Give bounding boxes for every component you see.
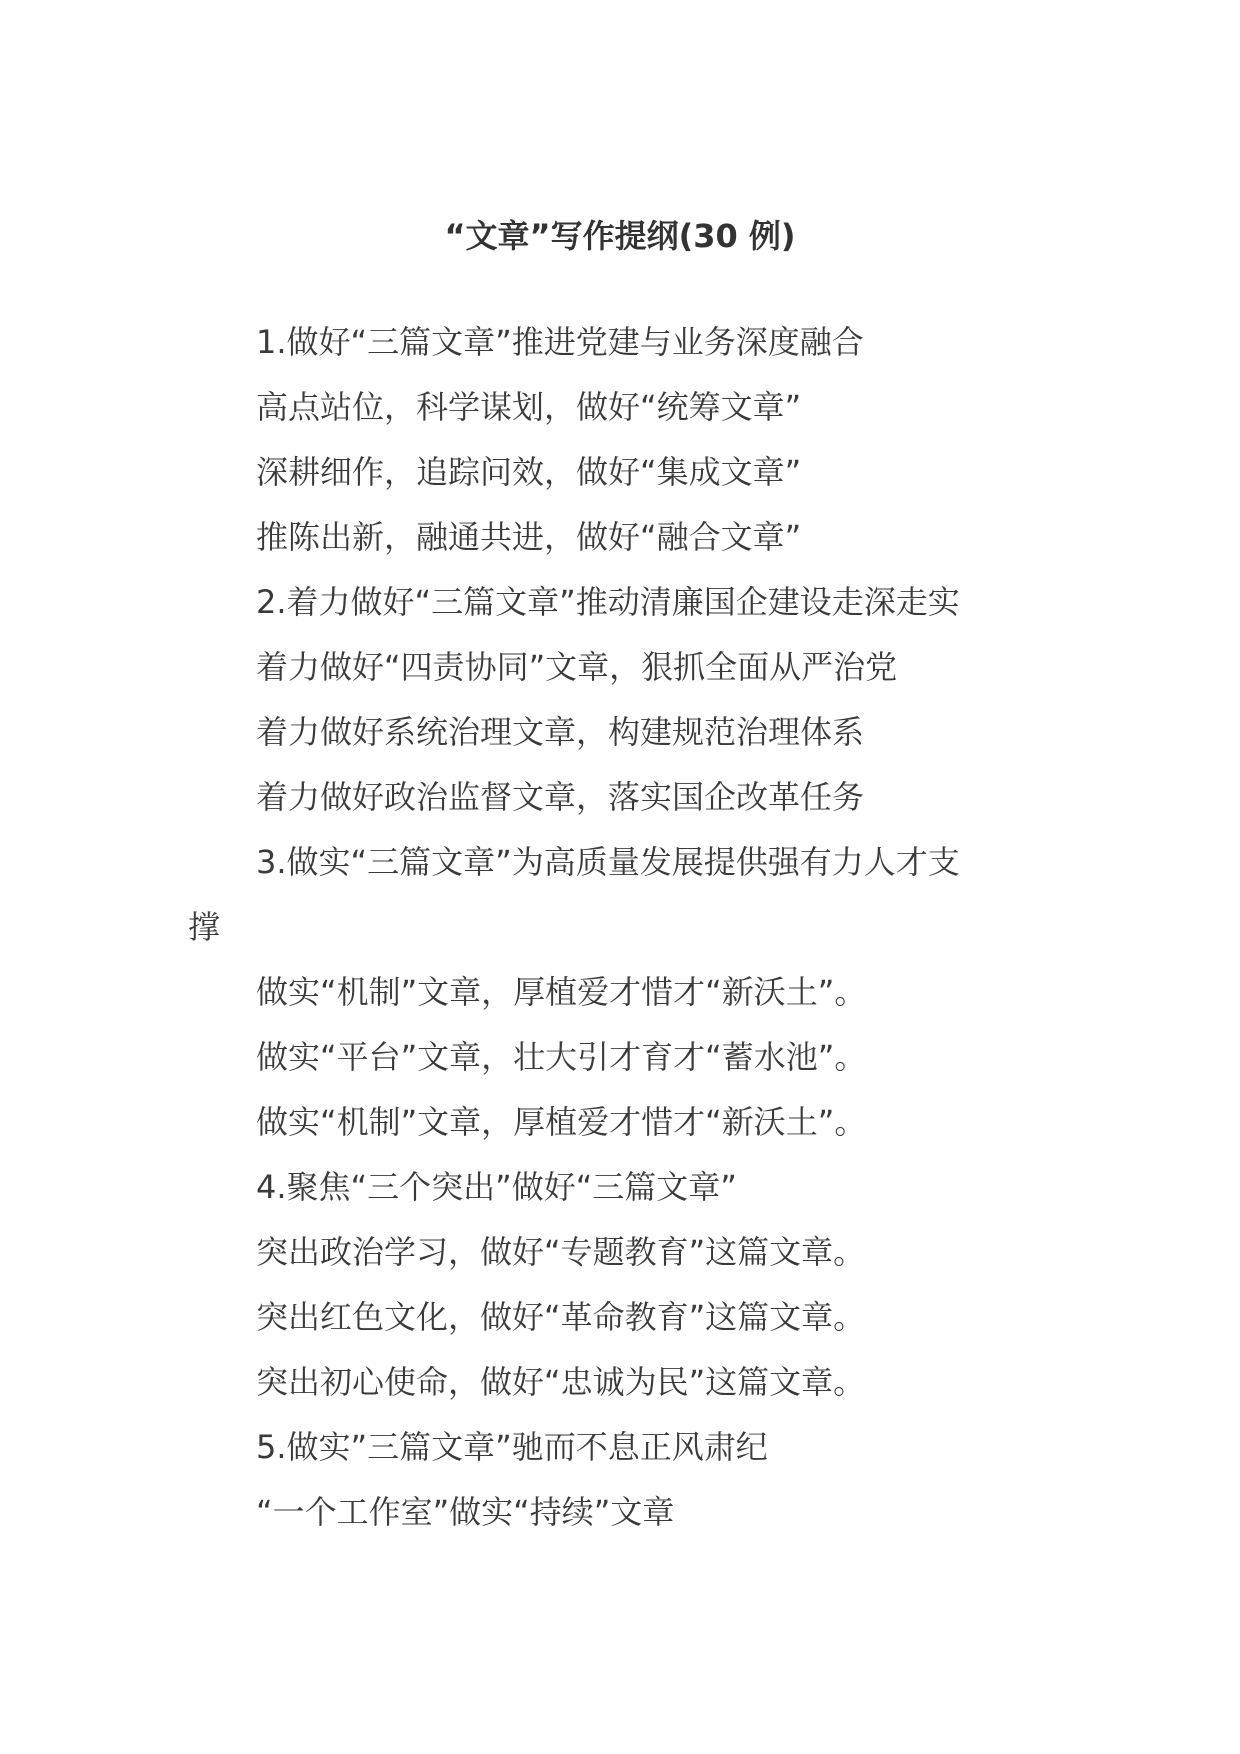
section-heading-5: 5.做实”三篇文章”驰而不息正风肃纪 (256, 1428, 768, 1466)
outline-item: 深耕细作，追踪问效，做好“集成文章” (256, 453, 802, 491)
outline-item: 做实“平台”文章，壮大引才育才“蓄水池”。 (256, 1038, 867, 1076)
document-body (188, 310, 1068, 1545)
section-heading-1: 1.做好“三篇文章”推进党建与业务深度融合 (256, 323, 864, 361)
outline-item: 高点站位，科学谋划，做好“统筹文章” (256, 388, 802, 426)
outline-item: “一个工作室”做实“持续”文章 (256, 1493, 675, 1531)
outline-item: 推陈出新，融通共进，做好“融合文章” (256, 518, 802, 556)
outline-item: 突出红色文化，做好“革命教育”这篇文章。 (256, 1298, 866, 1336)
outline-item: 着力做好政治监督文章，落实国企改革任务 (256, 778, 865, 816)
section-heading-3: 3.做实“三篇文章”为高质量发展提供强有力人才支 (256, 843, 960, 881)
section-heading-2: 2.着力做好“三篇文章”推动清廉国企建设走深走实 (256, 583, 960, 621)
outline-item: 着力做好“四责协同”文章，狠抓全面从严治党 (256, 648, 898, 686)
section-heading-4: 4.聚焦“三个突出”做好“三篇文章” (256, 1168, 737, 1206)
section-heading-3-continuation: 撑 (188, 908, 221, 946)
outline-item: 做实“机制”文章，厚植爱才惜才“新沃土”。 (256, 973, 867, 1011)
document-title: “文章”写作提纲(30 例) (444, 217, 796, 255)
outline-item: 突出政治学习，做好“专题教育”这篇文章。 (256, 1233, 866, 1271)
outline-item: 做实“机制”文章，厚植爱才惜才“新沃土”。 (256, 1103, 867, 1141)
outline-item: 着力做好系统治理文章，构建规范治理体系 (256, 713, 865, 751)
outline-item: 突出初心使命，做好“忠诚为民”这篇文章。 (256, 1363, 866, 1401)
